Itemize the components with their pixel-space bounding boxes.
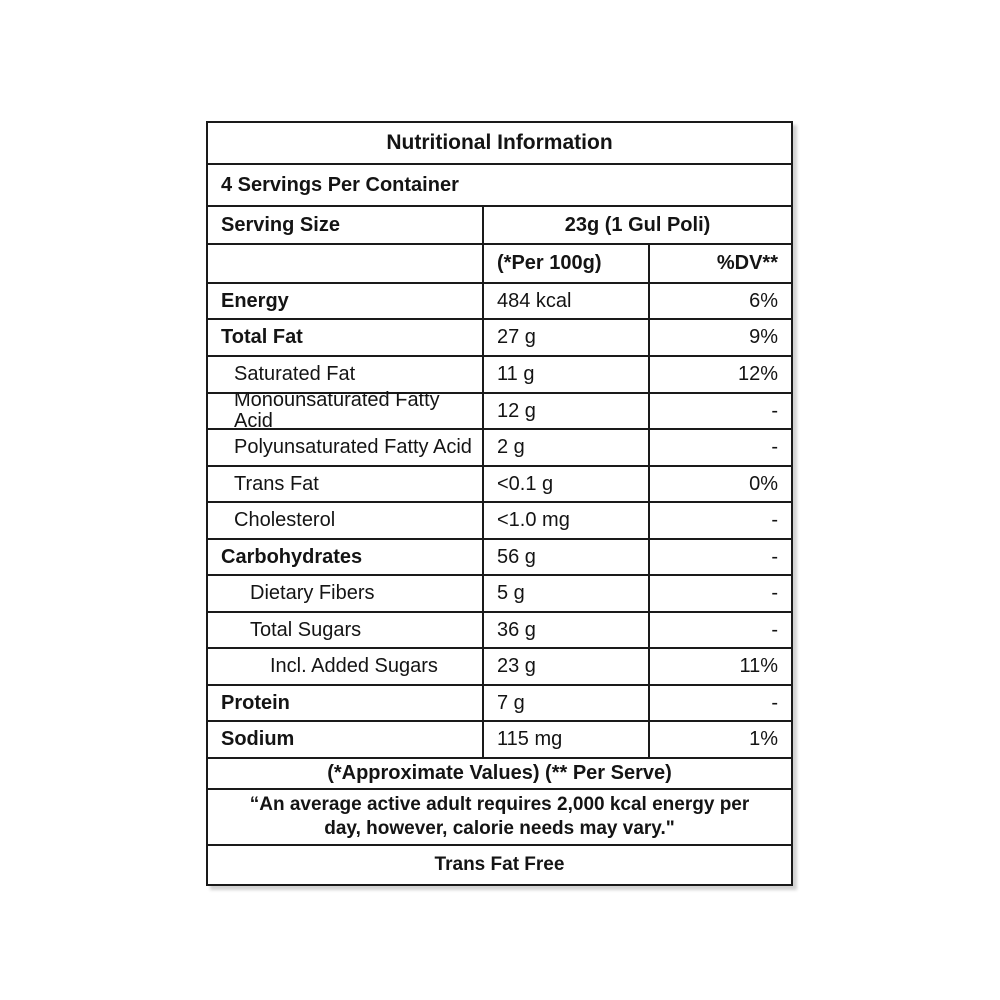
nutrient-dv: 0% (749, 472, 778, 495)
nutrient-label: Trans Fat (234, 472, 319, 495)
trans-fat-free-text: Trans Fat Free (434, 854, 565, 876)
nutrient-row-incl-added-sugars (208, 649, 791, 686)
nutrient-dv: - (771, 582, 778, 604)
nutrient-row-dietary-fibers (208, 576, 791, 613)
nutrient-dv: 1% (749, 728, 778, 750)
nutrient-amount: 27 g (497, 326, 536, 348)
column-header-amount: (*Per 100g) (482, 245, 648, 282)
nutrient-row-sodium (208, 722, 791, 759)
nutrient-row-monounsaturated-fatty-acid (208, 389, 791, 432)
column-header-spacer (208, 245, 482, 282)
serving-size-row (208, 207, 791, 245)
nutrient-amount: <0.1 g (497, 472, 554, 495)
nutrient-dv: - (771, 509, 778, 531)
nutrient-dv: 9% (749, 326, 778, 348)
nutrient-label: Dietary Fibers (250, 582, 375, 604)
nutrition-facts-table (206, 121, 793, 886)
column-header-dv: %DV** (648, 245, 791, 282)
nutrient-label: Protein (221, 691, 290, 714)
nutrient-dv: - (771, 545, 778, 568)
nutrient-row-polyunsaturated-fatty-acid (208, 430, 791, 467)
nutrient-row-carbohydrates (208, 540, 791, 576)
nutrient-dv: 12% (737, 363, 778, 385)
nutrient-amount: 11 g (497, 363, 535, 385)
footnote-text: (*Approximate Values) (** Per Serve) (327, 762, 672, 784)
nutrient-dv: - (771, 436, 778, 458)
table-title-row (208, 123, 791, 165)
nutrient-dv: - (771, 399, 778, 422)
nutrient-row-energy (208, 284, 791, 320)
nutrient-label: Energy (221, 289, 289, 312)
nutrient-label: Incl. Added Sugars (270, 655, 438, 677)
nutrient-row-protein (208, 686, 791, 722)
disclaimer-row (208, 790, 791, 846)
nutrient-amount: 484 kcal (497, 289, 572, 312)
servings-per-container-row (208, 165, 791, 207)
nutrient-row-trans-fat (208, 467, 791, 503)
nutrient-amount: 2 g (497, 436, 525, 458)
nutrient-dv: 11% (739, 655, 778, 677)
serving-size-value: 23g (1 Gul Poli) (482, 207, 791, 243)
nutrient-amount: <1.0 mg (497, 509, 570, 531)
servings-per-container-text: 4 Servings Per Container (221, 173, 459, 196)
nutrient-row-total-sugars (208, 613, 791, 649)
nutrient-amount: 7 g (497, 691, 525, 714)
nutrient-label: Total Fat (221, 326, 303, 348)
nutrient-amount: 36 g (497, 618, 536, 641)
nutrient-dv: 6% (749, 289, 778, 312)
nutrient-amount: 5 g (497, 582, 525, 604)
nutrient-label: Carbohydrates (221, 545, 363, 568)
nutrient-dv: - (771, 691, 778, 714)
serving-size-label: Serving Size (221, 213, 340, 236)
table-title: Nutritional Information (386, 130, 613, 154)
nutrient-label: Sodium (221, 728, 295, 750)
trans-fat-free-row (208, 846, 791, 884)
nutrient-label: Monounsaturated Fatty Acid (234, 389, 440, 432)
nutrient-amount: 12 g (497, 399, 536, 422)
disclaimer-line2: day, however, calorie needs may vary." (324, 818, 675, 839)
nutrient-label: Saturated Fat (234, 363, 356, 385)
nutrient-label: Cholesterol (234, 509, 336, 531)
nutrient-label: Polyunsaturated Fatty Acid (234, 436, 472, 458)
nutrient-row-cholesterol (208, 503, 791, 540)
disclaimer-line1: “An average active adult requires 2,000 kcal energy per (249, 794, 750, 816)
footnote-row (208, 759, 791, 790)
column-header-row (208, 245, 791, 284)
nutrient-amount: 23 g (497, 655, 536, 677)
nutrient-dv: - (771, 618, 778, 641)
nutrient-label: Total Sugars (250, 618, 362, 641)
nutrient-amount: 56 g (497, 545, 536, 568)
nutrient-amount: 115 mg (497, 728, 563, 750)
nutrient-row-total-fat (208, 320, 791, 357)
